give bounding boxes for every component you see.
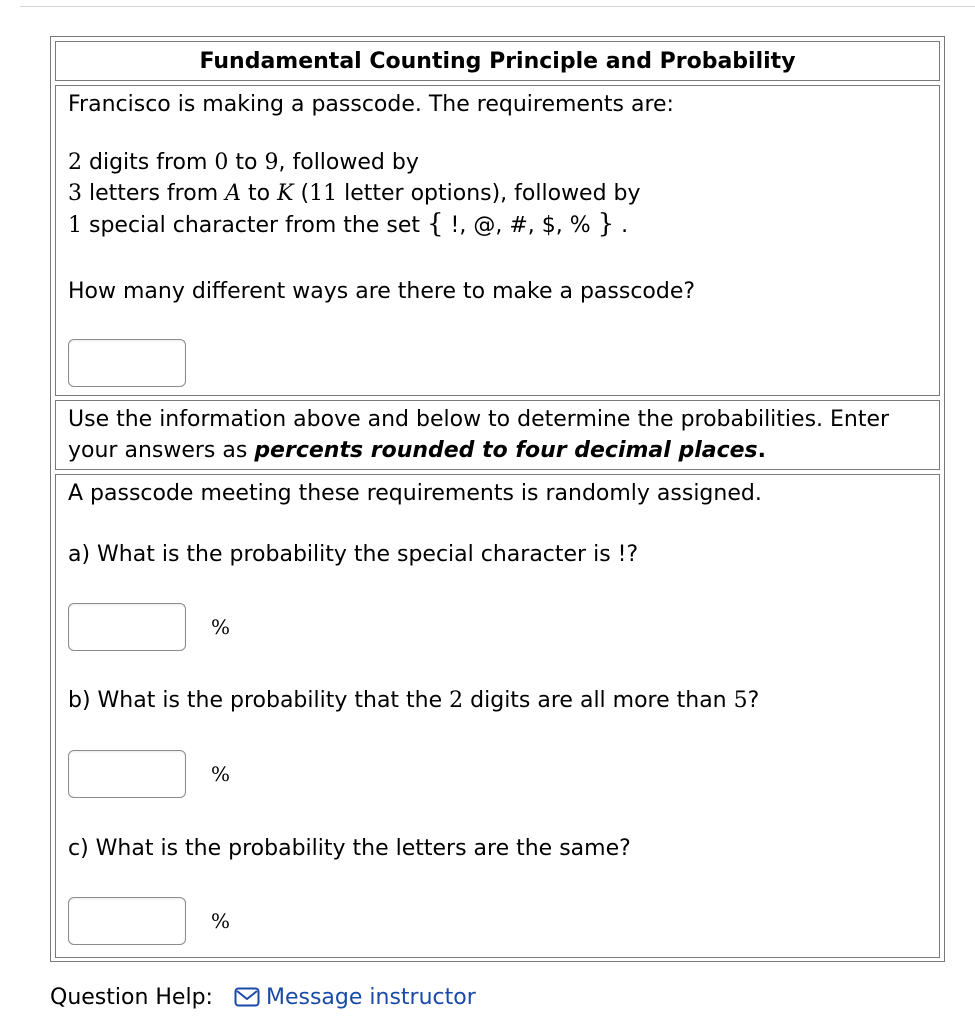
message-instructor-link[interactable]: Message instructor — [265, 985, 476, 1010]
requirement-digits: 2 digits from 0 to 9, followed by — [68, 150, 419, 175]
percent-sign-c: % — [211, 909, 231, 933]
question-title: Fundamental Counting Principle and Probability — [55, 41, 940, 81]
question-c: c) What is the probability the letters are the same? — [68, 836, 631, 861]
requirement-special: 1 special character from the set { !, @, #, $, % } . — [68, 209, 629, 239]
top-divider — [20, 6, 975, 7]
question-help — [50, 985, 476, 1013]
percent-sign-a: % — [211, 615, 231, 639]
answer-a-input[interactable] — [68, 603, 186, 651]
instructions-cell — [55, 400, 940, 470]
percent-sign-b: % — [211, 762, 231, 786]
passcode-count-input[interactable] — [68, 339, 186, 387]
answer-b-input[interactable] — [68, 750, 186, 798]
question-a: a) What is the probability the special character is !? — [68, 542, 639, 567]
requirement-letters: 3 letters from A to K (11 letter options), followed by — [68, 181, 641, 206]
count-question: How many different ways are there to make a passcode? — [68, 279, 696, 304]
question-table — [50, 36, 945, 962]
answer-c-input[interactable] — [68, 897, 186, 945]
intro-text: Francisco is making a passcode. The requirements are: — [68, 92, 674, 117]
envelope-icon[interactable] — [234, 987, 260, 1013]
requirements-cell — [55, 85, 940, 396]
assignment-text: A passcode meeting these requirements is randomly assigned. — [68, 481, 762, 506]
instructions-line2: your answers as percents rounded to four decimal places. — [68, 438, 767, 463]
instructions-line1: Use the information above and below to determine the probabilities. Enter — [68, 407, 890, 432]
question-b: b) What is the probability that the 2 digits are all more than 5? — [68, 688, 760, 713]
probability-cell — [55, 474, 940, 958]
question-help-label: Question Help: — [50, 985, 213, 1010]
